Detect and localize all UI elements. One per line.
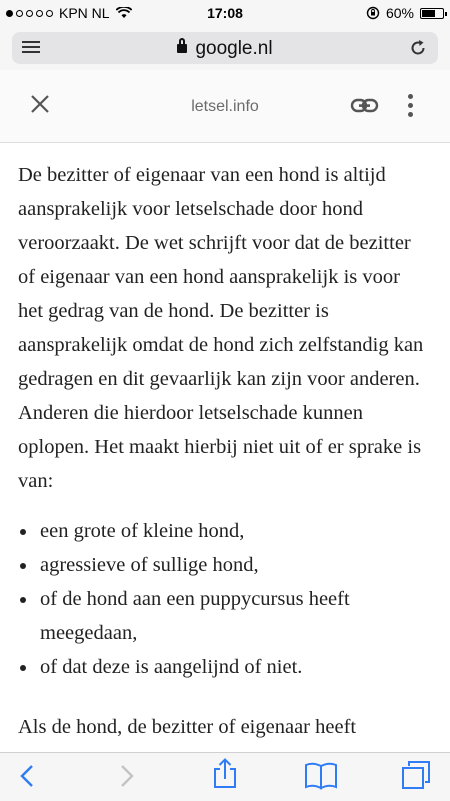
battery-icon [420, 8, 444, 19]
bookmarks-button[interactable] [304, 761, 334, 791]
article-content [18, 158, 430, 744]
list-item: • agressieve of sullige hond, [38, 548, 430, 582]
tabs-button[interactable] [400, 761, 430, 791]
status-bar [0, 0, 450, 26]
more-options-icon[interactable] [408, 94, 416, 121]
article-bullet-list [18, 514, 430, 684]
lock-icon [177, 44, 187, 53]
status-time: 17:08 [207, 5, 243, 21]
tabs-icon [400, 759, 432, 791]
forward-button[interactable] [110, 761, 140, 791]
share-button[interactable] [210, 761, 240, 791]
address-domain[interactable] [12, 38, 438, 60]
battery-area [366, 5, 444, 21]
bottom-toolbar [0, 752, 450, 801]
reload-button[interactable] [408, 37, 428, 64]
list-item: • of dat deze is aangelijnd of niet. [38, 650, 430, 684]
amp-viewer-header [0, 70, 450, 143]
domain-text: google.nl [195, 38, 273, 59]
forward-arrow-icon [110, 761, 140, 791]
battery-percentage: 60% [385, 5, 414, 21]
rotation-lock-icon [366, 6, 380, 20]
article-paragraph: De bezitter of eigenaar van een hond is altijd aansprakelijk voor letselschade door hond veroorzaakt. De wet schrijft voor dat de bezitter of eigenaar van een hond aansprakelijk is voor het gedrag van de hond. De bezitter is aansprakelijk omdat de hond zich zelfstandig kan gedragen en dit gevaarlijk kan zijn voor anderen. Anderen die hierdoor letselschade kunnen oplopen. Het maakt hierbij niet uit of er sprake is van: [18, 164, 424, 492]
back-arrow-icon [14, 761, 44, 791]
book-icon [304, 761, 338, 791]
list-item: • een grote of kleine hond, [38, 514, 430, 548]
share-link-button[interactable] [350, 96, 380, 116]
article-next-paragraph: Als de hond, de bezitter of eigenaar heeft [18, 716, 357, 738]
share-icon [210, 757, 240, 789]
list-item: • of de hond aan een puppycursus heeft meegedaan, [38, 582, 430, 650]
reload-icon [408, 38, 428, 58]
back-button[interactable] [14, 761, 44, 791]
carrier-name: KPN NL [59, 5, 110, 21]
link-icon [350, 96, 380, 116]
amp-site-name[interactable]: letsel.info [191, 98, 259, 115]
address-bar-container [0, 26, 450, 70]
address-bar[interactable] [12, 32, 438, 64]
